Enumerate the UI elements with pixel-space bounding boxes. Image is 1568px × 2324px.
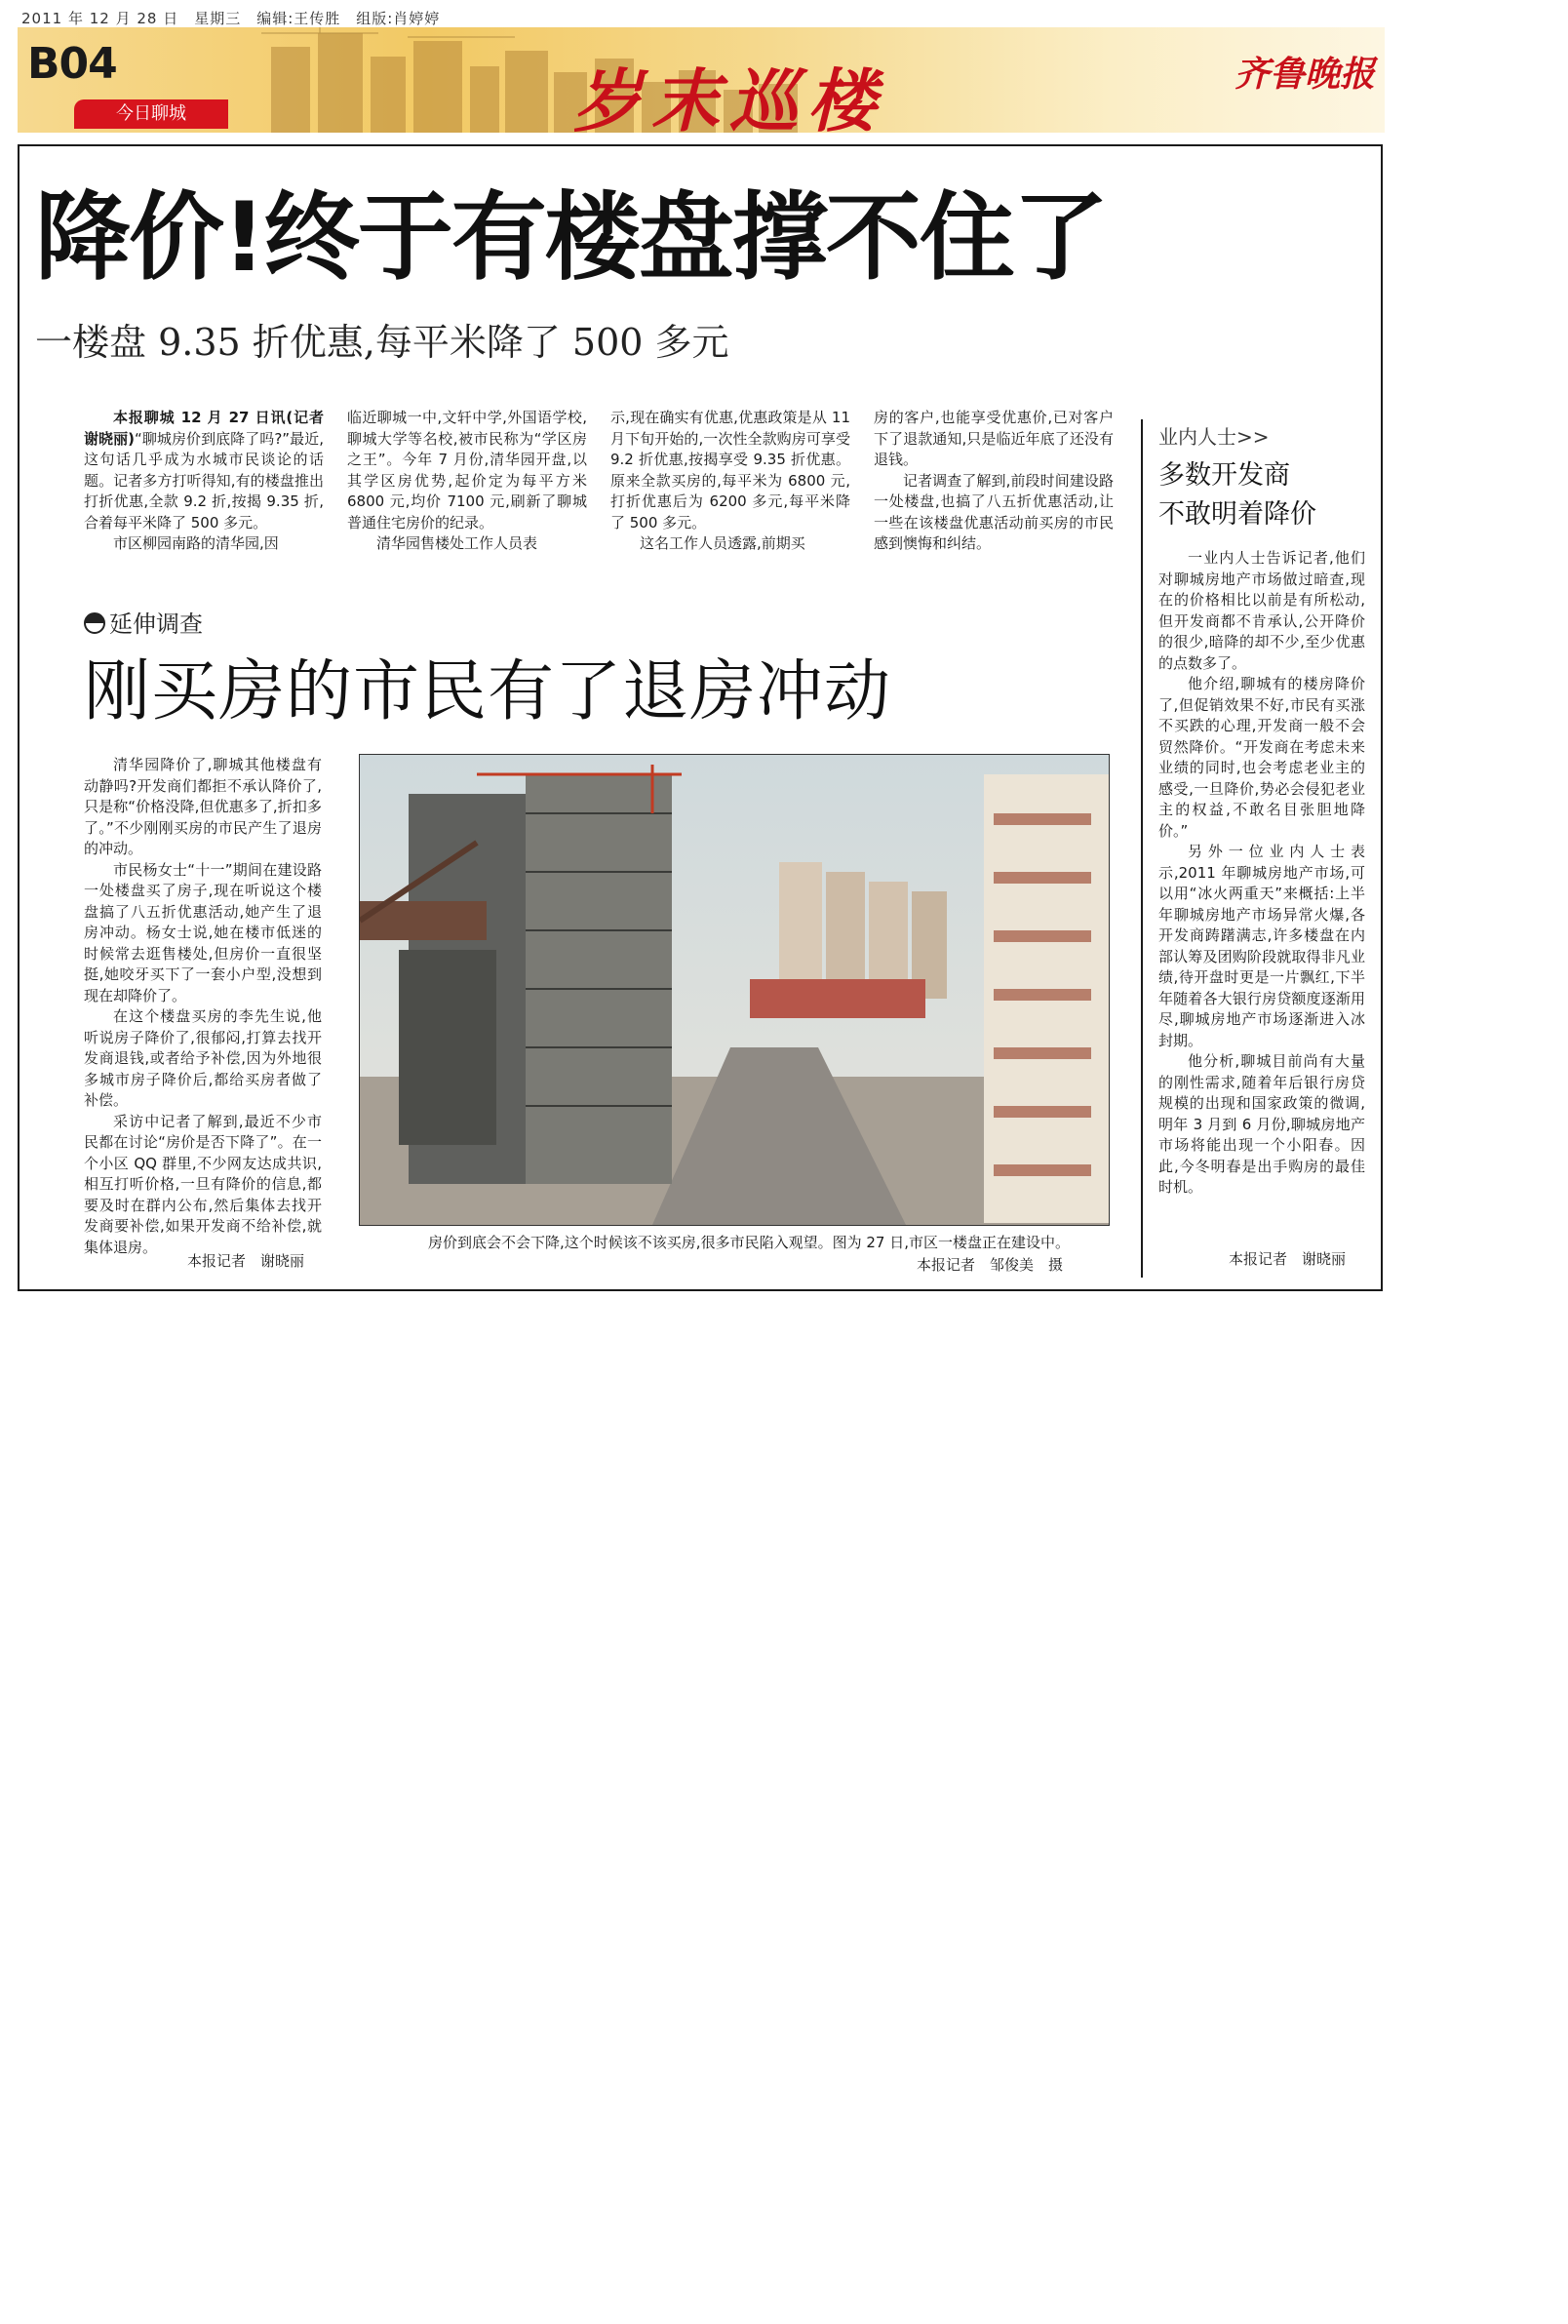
sidebar-body bbox=[1158, 548, 1365, 1199]
sidebar-paragraph: 他介绍,聊城有的楼房降价了,但促销效果不好,市民有买涨不买跌的心理,开发商一般不会贸然降价。“开发商在考虑未来业绩的同时,也会考虑老业主的感受,一旦降价,势必会侵犯老业主的权益,不敢名目张胆地降价。” bbox=[1158, 675, 1365, 840]
article-text: 市区柳园南路的清华园,因 bbox=[113, 534, 279, 552]
photo-credit: 本报记者 邹俊美 摄 bbox=[917, 1256, 1064, 1274]
sidebar-kicker: 业内人士>> bbox=[1158, 425, 1270, 449]
sidebar-paragraph: 一业内人士告诉记者,他们对聊城房地产市场做过暗查,现在的价格相比以前是有所松动,但开发商都不肯承认,公开降价的很少,暗降的却不少,至少优惠的点数多了。 bbox=[1158, 549, 1365, 672]
article-text: 示,现在确实有优惠,优惠政策是从 11 月下旬开始的,一次性全款购房可享受 9.2 折优惠,按揭享受 9.35 折优惠。原来全款买房的,每平米为 6800 元,打折优惠后为 6200 多元,每平米降了 500 多元。 bbox=[610, 409, 850, 532]
page-banner bbox=[18, 27, 1385, 133]
newspaper-logo: 齐鲁晚报 bbox=[1234, 54, 1375, 95]
column-title: 岁末巡楼 bbox=[573, 60, 885, 133]
page-number: B04 bbox=[27, 39, 117, 89]
main-headline: 降价!终于有楼盘撑不住了 bbox=[35, 182, 1107, 294]
extended-kicker bbox=[84, 605, 203, 639]
article-text: “聊城房价到底降了吗?”最近,这句话几乎成为水城市民谈论的话题。记者多方打听得知,有的楼盘推出打折优惠,全款 9.2 折,按揭 9.35 折,合着每平米降了 500 多元。 bbox=[84, 429, 325, 532]
extended-title: 刚买房的市民有了退房冲动 bbox=[84, 653, 892, 730]
article-text: 这名工作人员透露,前期买 bbox=[640, 534, 805, 552]
sidebar-divider bbox=[1141, 419, 1143, 1278]
sidebar-byline: 本报记者 谢晓丽 bbox=[1229, 1250, 1347, 1268]
article-column-4 bbox=[874, 408, 1114, 555]
photo-caption: 房价到底会不会下降,这个时候该不该买房,很多市民陷入观望。图为 27 日,市区一楼盘正在建设中。 bbox=[428, 1234, 1070, 1251]
article-text: 记者调查了解到,前段时间建设路一处楼盘,也搞了八五折优惠活动,让一些在该楼盘优惠活动前买房的市民感到懊悔和纠结。 bbox=[874, 471, 1114, 552]
date-editor-line: 2011 年 12 月 28 日 星期三 编辑:王传胜 组版:肖婷婷 bbox=[21, 10, 441, 27]
article-column-1 bbox=[84, 408, 324, 555]
construction-photo-illustration bbox=[360, 755, 1109, 1225]
construction-photo bbox=[359, 754, 1110, 1226]
sidebar-paragraph: 他分析,聊城目前尚有大量的刚性需求,随着年后银行房贷规模的出现和国家政策的微调,明年 3 月到 6 月份,聊城房地产市场将能出现一个小阳春。因此,今冬明春是出手购房的最佳时机。 bbox=[1158, 1052, 1365, 1196]
section-tab: 今日聊城 bbox=[74, 99, 228, 129]
extended-paragraph: 在这个楼盘买房的李先生说,他听说房子降价了,很郁闷,打算去找开发商退钱,或者给予补偿,因为外地很多城市房子降价后,都给买房者做了补偿。 bbox=[84, 1007, 322, 1109]
article-column-2 bbox=[347, 408, 587, 555]
article-text: 房的客户,也能享受优惠价,已对客户下了退款通知,只是临近年底了还没有退钱。 bbox=[874, 409, 1114, 468]
extended-paragraph: 采访中记者了解到,最近不少市民都在讨论“房价是否下降了”。在一个小区 QQ 群里,不少网友达成共识,相互打听价格,一旦有降价的信息,都要及时在群内公布,然后集体去找开发商要补偿,如果开发商不给补偿,就集体退房。 bbox=[84, 1112, 322, 1256]
extended-paragraph: 市民杨女士“十一”期间在建设路一处楼盘买了房子,现在听说这个楼盘搞了八五折优惠活动,她产生了退房冲动。杨女士说,她在楼市低迷的时候常去逛售楼处,但房价一直很坚挺,她咬牙买下了一套小户型,没想到现在却降价了。 bbox=[84, 860, 322, 1004]
dateline: 本报聊城 12 月 27 日讯(记者 谢晓丽) bbox=[84, 409, 324, 448]
sidebar-title bbox=[1158, 456, 1316, 534]
sidebar-title-line: 不敢明着降价 bbox=[1158, 499, 1316, 530]
extended-paragraph: 清华园降价了,聊城其他楼盘有动静吗?开发商们都拒不承认降价了,只是称“价格没降,但优惠多了,折扣多了。”不少刚刚买房的市民产生了退房的冲动。 bbox=[84, 756, 322, 857]
extended-kicker-label: 延伸调查 bbox=[109, 611, 203, 638]
sidebar-title-line: 多数开发商 bbox=[1158, 460, 1290, 491]
sub-headline: 一楼盘 9.35 折优惠,每平米降了 500 多元 bbox=[35, 321, 729, 364]
circle-half-icon bbox=[84, 612, 105, 634]
extended-body bbox=[84, 755, 322, 1258]
article-column-3 bbox=[610, 408, 850, 555]
sidebar-paragraph: 另外一位业内人士表示,2011 年聊城房地产市场,可以用“冰火两重天”来概括:上半年聊城房地产市场异常火爆,各开发商踌躇满志,许多楼盘在内部认筹及团购阶段就取得非凡业绩,待开盘时更是一片飘红,下半年随着各大银行房贷额度逐渐用尽,聊城房地产市场逐渐进入冰封期。 bbox=[1158, 843, 1365, 1049]
extended-byline: 本报记者 谢晓丽 bbox=[187, 1252, 305, 1270]
article-text: 清华园售楼处工作人员表 bbox=[376, 534, 538, 552]
article-text: 临近聊城一中,文轩中学,外国语学校,聊城大学等名校,被市民称为“学区房之王”。今年 7 月份,清华园开盘,以其学区房优势,起价定为每平方米 6800 元,均价 7100 元,刷新了聊城普通住宅房价的纪录。 bbox=[347, 409, 587, 532]
